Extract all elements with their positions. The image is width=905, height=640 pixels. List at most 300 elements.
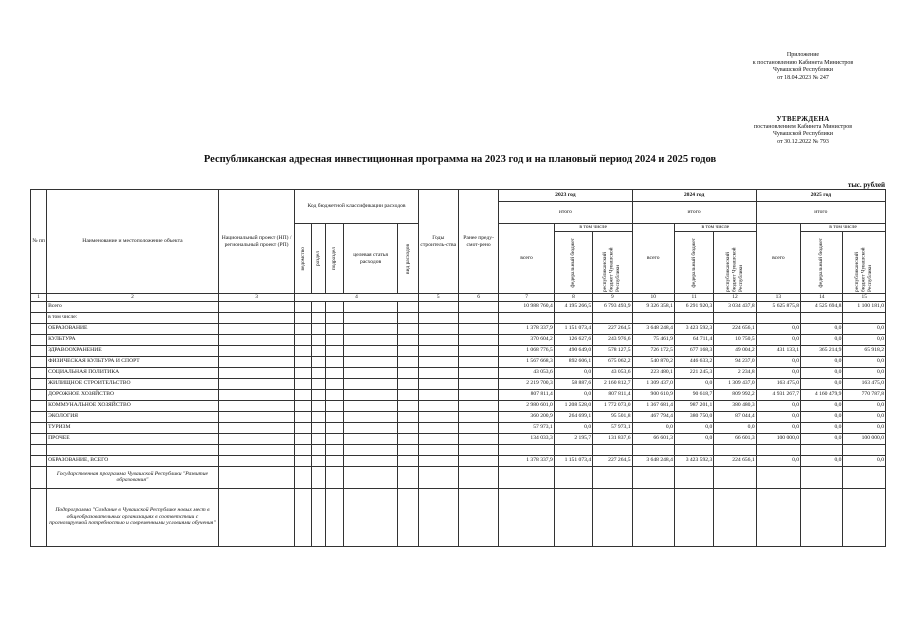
empty-cell	[295, 411, 311, 422]
row-label: СОЦИАЛЬНАЯ ПОЛИТИКА	[47, 367, 219, 378]
empty-cell	[343, 433, 398, 444]
empty-cell	[218, 356, 295, 367]
value-cell: 163 475,0	[756, 378, 800, 389]
value-cell: 0,0	[756, 455, 800, 466]
value-cell: 1 309 437,0	[632, 378, 674, 389]
header-prior: Ранее преду-смот-рено	[458, 190, 498, 294]
empty-cell	[218, 301, 295, 312]
value-cell: 75 461,9	[632, 334, 674, 345]
value-cell: 1 567 668,3	[499, 356, 555, 367]
value-cell: 1 378 337,9	[499, 455, 555, 466]
header-including-2023: в том числе	[554, 224, 632, 232]
row-label: КОММУНАЛЬНОЕ ХОЗЯЙСТВО	[47, 400, 219, 411]
value-cell: 9 326 358,1	[632, 301, 674, 312]
empty-cell	[343, 312, 398, 323]
value-cell: 43 053,6	[499, 367, 555, 378]
value-cell: 0,0	[801, 367, 843, 378]
value-cell: 0,0	[843, 400, 886, 411]
header-fed-2023: федеральный бюджет	[554, 232, 592, 294]
value-cell: 0,0	[843, 422, 886, 433]
value-cell: 100 000,0	[756, 433, 800, 444]
empty-cell	[398, 301, 418, 312]
empty-cell	[311, 389, 325, 400]
value-cell: 2 219 700,3	[499, 378, 555, 389]
value-cell: 380 480,3	[714, 400, 756, 411]
value-cell: 0,0	[674, 378, 713, 389]
value-cell: 0,0	[756, 367, 800, 378]
empty-cell	[311, 334, 325, 345]
header-year-2024: 2024 год	[632, 190, 756, 202]
empty-cell	[458, 323, 498, 334]
value-cell: 0,0	[756, 422, 800, 433]
value-cell: 807 811,4	[499, 389, 555, 400]
table-row	[31, 444, 886, 455]
empty-cell	[418, 455, 458, 466]
empty-cell	[398, 323, 418, 334]
empty-cell	[458, 345, 498, 356]
empty-cell	[325, 444, 343, 455]
value-cell: 1 068 776,5	[499, 345, 555, 356]
row-number-cell	[31, 323, 47, 334]
row-number-cell	[31, 411, 47, 422]
value-cell: 4 931 267,7	[756, 389, 800, 400]
header-no: № пп	[31, 190, 47, 294]
empty-cell	[343, 378, 398, 389]
empty-cell	[398, 334, 418, 345]
empty-cell	[343, 411, 398, 422]
value-cell: 809 992,2	[714, 389, 756, 400]
header-project: Национальный проект (НП) / региональный проект (РП)	[218, 190, 295, 294]
appendix-line: к постановлению Кабинета Министров	[752, 59, 854, 66]
approval-heading: УТВЕРЖДЕНА	[776, 115, 830, 123]
value-cell: 431 133,1	[756, 345, 800, 356]
value-cell: 43 053,6	[593, 367, 632, 378]
empty-cell	[418, 389, 458, 400]
empty-cell	[343, 301, 398, 312]
empty-cell	[418, 323, 458, 334]
empty-cell	[325, 345, 343, 356]
empty-cell	[218, 400, 295, 411]
value-cell: 490 649,0	[554, 345, 592, 356]
row-label: Всего	[47, 301, 219, 312]
empty-cell	[418, 301, 458, 312]
value-cell: 2 980 601,0	[499, 400, 555, 411]
empty-cell	[418, 400, 458, 411]
value-cell: 3 648 248,4	[632, 323, 674, 334]
table-row	[31, 389, 886, 400]
empty-cell	[325, 433, 343, 444]
empty-cell	[418, 334, 458, 345]
empty-cell	[398, 411, 418, 422]
document-title: Республиканская адресная инвестиционная программа на 2023 год и на плановый период 2024 и 2025 годов	[203, 154, 717, 165]
value-cell: 0,0	[843, 455, 886, 466]
empty-cell	[398, 312, 418, 323]
value-cell: 227 264,5	[593, 323, 632, 334]
empty-cell	[295, 400, 311, 411]
empty-cell	[295, 455, 311, 466]
value-cell	[632, 444, 674, 455]
value-cell: 0,0	[756, 356, 800, 367]
empty-cell	[343, 455, 398, 466]
row-number-cell	[31, 312, 47, 323]
table-row	[31, 378, 886, 389]
header-rep-2024: республиканский бюджет Чувашской Республики	[714, 232, 756, 294]
row-number-cell	[31, 356, 47, 367]
empty-cell	[311, 378, 325, 389]
row-number-cell	[31, 378, 47, 389]
header-all-2024: всего	[632, 224, 674, 294]
header-budget-code: Код бюджетной классификации расходов	[295, 190, 418, 224]
value-cell: 892 606,1	[554, 356, 592, 367]
empty-cell	[398, 378, 418, 389]
row-number-cell	[31, 433, 47, 444]
value-cell: 131 837,6	[593, 433, 632, 444]
row-number-cell	[31, 389, 47, 400]
value-cell: 1 378 337,9	[499, 323, 555, 334]
value-cell: 540 870,2	[632, 356, 674, 367]
empty-cell	[343, 389, 398, 400]
value-cell	[714, 312, 756, 323]
empty-cell	[343, 367, 398, 378]
empty-cell	[218, 433, 295, 444]
empty-cell	[295, 367, 311, 378]
table-row	[31, 323, 886, 334]
empty-cell	[295, 345, 311, 356]
empty-cell	[218, 444, 295, 455]
empty-cell	[311, 455, 325, 466]
value-cell: 0,0	[801, 378, 843, 389]
empty-cell	[295, 389, 311, 400]
value-cell: 6 291 920,3	[674, 301, 713, 312]
table-row	[31, 455, 886, 466]
empty-cell	[398, 400, 418, 411]
empty-cell	[325, 422, 343, 433]
value-cell: 1 367 681,4	[632, 400, 674, 411]
empty-cell	[398, 367, 418, 378]
value-cell: 370 604,2	[499, 334, 555, 345]
value-cell: 1 151 073,4	[554, 455, 592, 466]
empty-cell	[325, 400, 343, 411]
value-cell: 0,0	[714, 422, 756, 433]
empty-cell	[295, 444, 311, 455]
value-cell: 0,0	[801, 323, 843, 334]
value-cell: 10 750,5	[714, 334, 756, 345]
value-cell: 0,0	[801, 356, 843, 367]
value-cell: 446 633,2	[674, 356, 713, 367]
program-row	[31, 466, 886, 488]
empty-cell	[218, 367, 295, 378]
value-cell: 57 973,1	[499, 422, 555, 433]
empty-cell	[458, 411, 498, 422]
table-row	[31, 356, 886, 367]
value-cell: 49 004,2	[714, 345, 756, 356]
empty-cell	[398, 356, 418, 367]
empty-cell	[398, 345, 418, 356]
value-cell: 1 208 528,0	[554, 400, 592, 411]
value-cell: 0,0	[843, 367, 886, 378]
value-cell: 0,0	[801, 334, 843, 345]
value-cell: 807 811,4	[593, 389, 632, 400]
empty-cell	[458, 334, 498, 345]
value-cell	[843, 444, 886, 455]
value-cell: 578 127,5	[593, 345, 632, 356]
column-numbers-row: 1 2 3 4 5 6 7 8 9 10 11 12 13 14 15	[31, 294, 886, 302]
empty-cell	[325, 367, 343, 378]
empty-cell	[311, 312, 325, 323]
empty-cell	[325, 378, 343, 389]
empty-cell	[325, 312, 343, 323]
empty-cell	[398, 433, 418, 444]
empty-cell	[325, 301, 343, 312]
value-cell: 0,0	[801, 400, 843, 411]
empty-cell	[418, 312, 458, 323]
empty-cell	[343, 422, 398, 433]
empty-cell	[458, 367, 498, 378]
header-fed-2024: федеральный бюджет	[674, 232, 713, 294]
row-label	[47, 444, 219, 455]
header-department: ведомство	[295, 224, 311, 294]
row-number-cell	[31, 400, 47, 411]
value-cell: 264 699,1	[554, 411, 592, 422]
empty-cell	[218, 378, 295, 389]
value-cell: 3 423 592,3	[674, 323, 713, 334]
approval-note	[728, 116, 878, 146]
value-cell	[593, 444, 632, 455]
value-cell: 227 264,5	[593, 455, 632, 466]
value-cell: 0,0	[843, 356, 886, 367]
empty-cell	[311, 444, 325, 455]
empty-cell	[343, 400, 398, 411]
value-cell: 64 711,4	[674, 334, 713, 345]
value-cell	[801, 312, 843, 323]
empty-cell	[311, 400, 325, 411]
empty-cell	[458, 455, 498, 466]
empty-cell	[418, 422, 458, 433]
header-year-2023: 2023 год	[499, 190, 632, 202]
empty-cell	[398, 455, 418, 466]
value-cell: 1 772 073,0	[593, 400, 632, 411]
header-construction-years: Годы строитель-ства	[418, 190, 458, 294]
value-cell: 0,0	[843, 334, 886, 345]
value-cell: 100 000,0	[843, 433, 886, 444]
value-cell: 380 750,0	[674, 411, 713, 422]
value-cell: 0,0	[801, 455, 843, 466]
header-including-2024: в том числе	[674, 224, 756, 232]
value-cell	[632, 312, 674, 323]
row-label: ПРОЧЕЕ	[47, 433, 219, 444]
value-cell	[499, 444, 555, 455]
value-cell: 126 627,6	[554, 334, 592, 345]
empty-cell	[458, 378, 498, 389]
header-total-2024: итого	[632, 202, 756, 224]
empty-cell	[295, 334, 311, 345]
row-number-cell	[31, 455, 47, 466]
empty-cell	[218, 422, 295, 433]
row-label: ОБРАЗОВАНИЕ	[47, 323, 219, 334]
appendix-line: Приложение	[786, 52, 820, 58]
empty-cell	[295, 433, 311, 444]
row-number-cell	[31, 422, 47, 433]
value-cell: 4 525 694,8	[801, 301, 843, 312]
value-cell: 163 475,0	[843, 378, 886, 389]
header-including-2025: в том числе	[801, 224, 886, 232]
header-target-article: целевая статья расходов	[343, 224, 398, 294]
header-expense-type: вид расходов	[398, 224, 418, 294]
value-cell: 58 887,6	[554, 378, 592, 389]
empty-cell	[295, 312, 311, 323]
value-cell: 1 151 073,4	[554, 323, 592, 334]
value-cell: 467 794,4	[632, 411, 674, 422]
value-cell: 900 610,9	[632, 389, 674, 400]
empty-cell	[311, 323, 325, 334]
empty-cell	[295, 422, 311, 433]
value-cell: 0,0	[756, 334, 800, 345]
empty-cell	[343, 323, 398, 334]
value-cell: 134 033,3	[499, 433, 555, 444]
empty-cell	[458, 312, 498, 323]
empty-cell	[458, 422, 498, 433]
value-cell	[843, 312, 886, 323]
value-cell: 770 787,8	[843, 389, 886, 400]
row-label: ДОРОЖНОЕ ХОЗЯЙСТВО	[47, 389, 219, 400]
row-label: ЗДРАВООХРАНЕНИЕ	[47, 345, 219, 356]
program-label: Государственная программа Чувашской Республики "Развитие образования"	[47, 466, 219, 488]
table-row	[31, 433, 886, 444]
value-cell: 223 480,1	[632, 367, 674, 378]
row-label: ФИЗИЧЕСКАЯ КУЛЬТУРА И СПОРТ	[47, 356, 219, 367]
value-cell: 2 195,7	[554, 433, 592, 444]
value-cell: 360 200,9	[499, 411, 555, 422]
empty-cell	[398, 444, 418, 455]
value-cell: 0,0	[554, 367, 592, 378]
row-number-cell	[31, 444, 47, 455]
value-cell: 224 656,1	[714, 323, 756, 334]
header-all-2023: всего	[499, 224, 555, 294]
value-cell: 57 973,1	[593, 422, 632, 433]
value-cell: 0,0	[632, 422, 674, 433]
value-cell: 224 656,1	[714, 455, 756, 466]
value-cell: 0,0	[801, 422, 843, 433]
empty-cell	[311, 345, 325, 356]
value-cell	[554, 444, 592, 455]
empty-cell	[458, 356, 498, 367]
value-cell	[674, 444, 713, 455]
row-label: ЭКОЛОГИЯ	[47, 411, 219, 422]
value-cell: 0,0	[801, 433, 843, 444]
table-row	[31, 411, 886, 422]
table-row	[31, 422, 886, 433]
header-year-2025: 2025 год	[756, 190, 885, 202]
value-cell: 10 988 760,4	[499, 301, 555, 312]
value-cell: 0,0	[801, 411, 843, 422]
value-cell: 0,0	[554, 389, 592, 400]
empty-cell	[458, 433, 498, 444]
subprogram-row	[31, 488, 886, 546]
header-total-2025: итого	[756, 202, 885, 224]
empty-cell	[218, 334, 295, 345]
empty-cell	[325, 356, 343, 367]
empty-cell	[418, 356, 458, 367]
empty-cell	[458, 400, 498, 411]
empty-cell	[311, 367, 325, 378]
row-number-cell	[31, 301, 47, 312]
value-cell	[801, 444, 843, 455]
value-cell	[756, 444, 800, 455]
appendix-line: Чувашской Республики	[772, 67, 834, 73]
empty-cell	[325, 411, 343, 422]
value-cell: 677 168,3	[674, 345, 713, 356]
value-cell: 90 618,7	[674, 389, 713, 400]
approval-line: от 30.12.2022 № 793	[777, 138, 829, 145]
header-fed-2025: федеральный бюджет	[801, 232, 843, 294]
empty-cell	[418, 444, 458, 455]
empty-cell	[418, 345, 458, 356]
table-row	[31, 334, 886, 345]
empty-cell	[218, 455, 295, 466]
value-cell	[756, 312, 800, 323]
row-number-cell	[31, 345, 47, 356]
value-cell: 95 501,8	[593, 411, 632, 422]
approval-line: Чувашской Республики	[772, 131, 834, 137]
value-cell	[593, 312, 632, 323]
empty-cell	[458, 301, 498, 312]
units-label: тыс. рублей	[847, 181, 885, 189]
value-cell	[554, 312, 592, 323]
value-cell: 65 918,2	[843, 345, 886, 356]
value-cell: 66 601,3	[714, 433, 756, 444]
value-cell: 66 601,3	[632, 433, 674, 444]
value-cell: 5 625 875,8	[756, 301, 800, 312]
empty-cell	[218, 389, 295, 400]
value-cell: 3 648 248,4	[632, 455, 674, 466]
empty-cell	[218, 345, 295, 356]
header-total-2023: итого	[499, 202, 632, 224]
table-row	[31, 312, 886, 323]
value-cell: 0,0	[756, 411, 800, 422]
empty-cell	[325, 455, 343, 466]
value-cell: 0,0	[756, 323, 800, 334]
empty-cell	[325, 323, 343, 334]
header-rep-2025: республиканский бюджет Чувашской Республики	[843, 232, 886, 294]
row-label: ОБРАЗОВАНИЕ, ВСЕГО	[47, 455, 219, 466]
empty-cell	[295, 378, 311, 389]
empty-cell	[311, 356, 325, 367]
empty-cell	[343, 356, 398, 367]
empty-cell	[418, 367, 458, 378]
header-all-2025: всего	[756, 224, 800, 294]
empty-cell	[418, 433, 458, 444]
value-cell: 243 976,6	[593, 334, 632, 345]
value-cell: 2 160 812,7	[593, 378, 632, 389]
appendix-note	[728, 52, 878, 82]
empty-cell	[343, 444, 398, 455]
empty-cell	[418, 378, 458, 389]
header-name: Наименование и местоположение объекта	[47, 190, 219, 294]
header-rep-2023: республиканский бюджет Чувашской Республики	[593, 232, 632, 294]
empty-cell	[295, 356, 311, 367]
row-label: КУЛЬТУРА	[47, 334, 219, 345]
value-cell: 2 234,8	[714, 367, 756, 378]
table-row	[31, 301, 886, 312]
empty-cell	[458, 389, 498, 400]
appendix-line: от 18.04.2023 № 247	[777, 74, 829, 81]
value-cell: 0,0	[756, 400, 800, 411]
value-cell: 726 172,5	[632, 345, 674, 356]
empty-cell	[398, 422, 418, 433]
empty-cell	[311, 422, 325, 433]
value-cell	[499, 312, 555, 323]
value-cell	[674, 312, 713, 323]
